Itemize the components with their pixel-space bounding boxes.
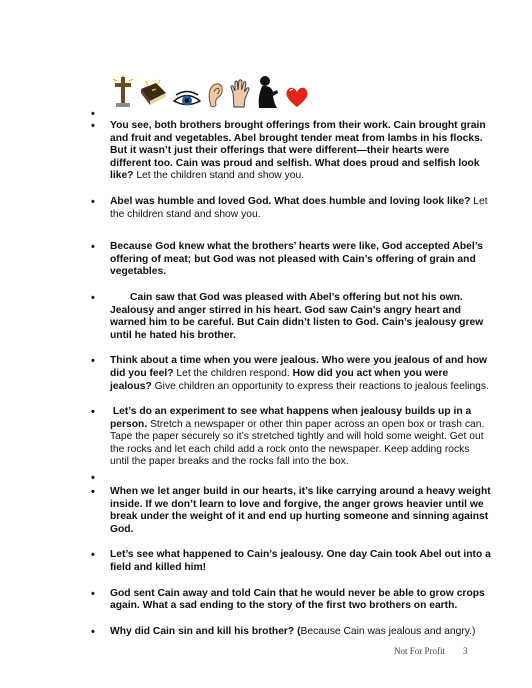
bullet-cain-sent-away-bold: God sent Cain away and told Cain that he would never be able to grow crops again. What a sad ending to the story of the first two brothers on earth. xyxy=(110,587,485,612)
bullet-anger-weight xyxy=(91,486,491,536)
bullet-list xyxy=(91,108,491,638)
bullet-god-knew-bold: Because God knew what the brothers’ hearts were like, God accepted Abel’s offering of meat; but God was not pleased with Cain’s offering of grain and vegetables. xyxy=(110,241,483,278)
bullet-think-jealous-bold: Think about a time when you were jealous. Who were you jealous of and how did you feel? xyxy=(110,355,488,379)
bullet-empty-1 xyxy=(91,108,491,120)
bullet-cain-saw-bold: Cain saw that God was pleased with Abel’s offering but not his own. Jealousy and anger stirred in his heart. God saw Cain’s angry heart and warned him to be careful. But Cain didn’t listen to God. Cain’s jealousy grew until he hated his brother. xyxy=(110,291,484,341)
bullet-abel-humble xyxy=(91,196,491,221)
lesson-body xyxy=(91,108,491,638)
bullet-cain-sent-away xyxy=(91,588,491,613)
bullet-offerings xyxy=(91,120,491,183)
bullet-cain-jealousy xyxy=(91,549,491,574)
bullet-think-jealous-instruction: Let the children respond. xyxy=(173,367,293,379)
page-footer xyxy=(394,646,468,656)
bullet-anger-weight-bold: When we let anger build in our hearts, it’s like carrying around a heavy weight inside. If we don’t learn to love and forgive, the anger grows heavier until we break under the weight of it and end up hurting someone and sinning against God. xyxy=(110,486,491,535)
bullet-why-sin-answer: Because Cain was jealous and angry.) xyxy=(300,625,476,637)
bullet-empty-2 xyxy=(91,472,491,484)
bullet-cain-jealousy-bold: Let’s see what happened to Cain’s jealousy. One day Cain took Abel out into a field and killed him! xyxy=(110,549,491,574)
bullet-experiment xyxy=(91,406,491,469)
bullet-why-sin-bold: Why did Cain sin and kill his brother? ( xyxy=(110,625,301,637)
bullet-think-jealous-question: How did you act when you were jealous? xyxy=(110,367,449,392)
bullet-experiment-instruction: Stretch a newspaper or other thin paper across an open box or trash can. Tape the paper securely so it’s stretched tightly and will hold some weight. Get out the rocks and let each child add a rock onto the newspaper. Keep adding rocks until the paper breaks and the rocks fall into the box. xyxy=(110,418,485,468)
bullet-offerings-instruction: Let the children stand and show you. xyxy=(133,170,305,182)
bullet-cain-saw xyxy=(91,292,491,342)
bullet-god-knew xyxy=(91,241,491,279)
bullet-experiment-bold: Let’s do an experiment to see what happens when jealousy builds up in a person. xyxy=(110,406,472,430)
bullet-think-jealous-instruction-2: Give children an opportunity to express their reactions to jealous feelings. xyxy=(151,380,489,392)
bullet-think-jealous xyxy=(91,355,491,393)
bullet-why-sin xyxy=(91,626,491,639)
bullet-abel-humble-instruction: Let the children stand and show you. xyxy=(110,195,488,220)
bullet-abel-humble-bold: Abel was humble and loved God. What does humble and loving look like? xyxy=(110,195,471,207)
footer-label: Not For Profit xyxy=(394,646,446,656)
bullet-offerings-bold: You see, both brothers brought offerings from their work. Cain brought grain and fruit and vegetables. Abel brought tender meat from lambs in his flocks. But it wasn’t just their offerings that were different—their hearts were different too. Cain was proud and selfish. What does proud and selfish look like? xyxy=(110,120,486,182)
page-number: 3 xyxy=(463,646,468,656)
